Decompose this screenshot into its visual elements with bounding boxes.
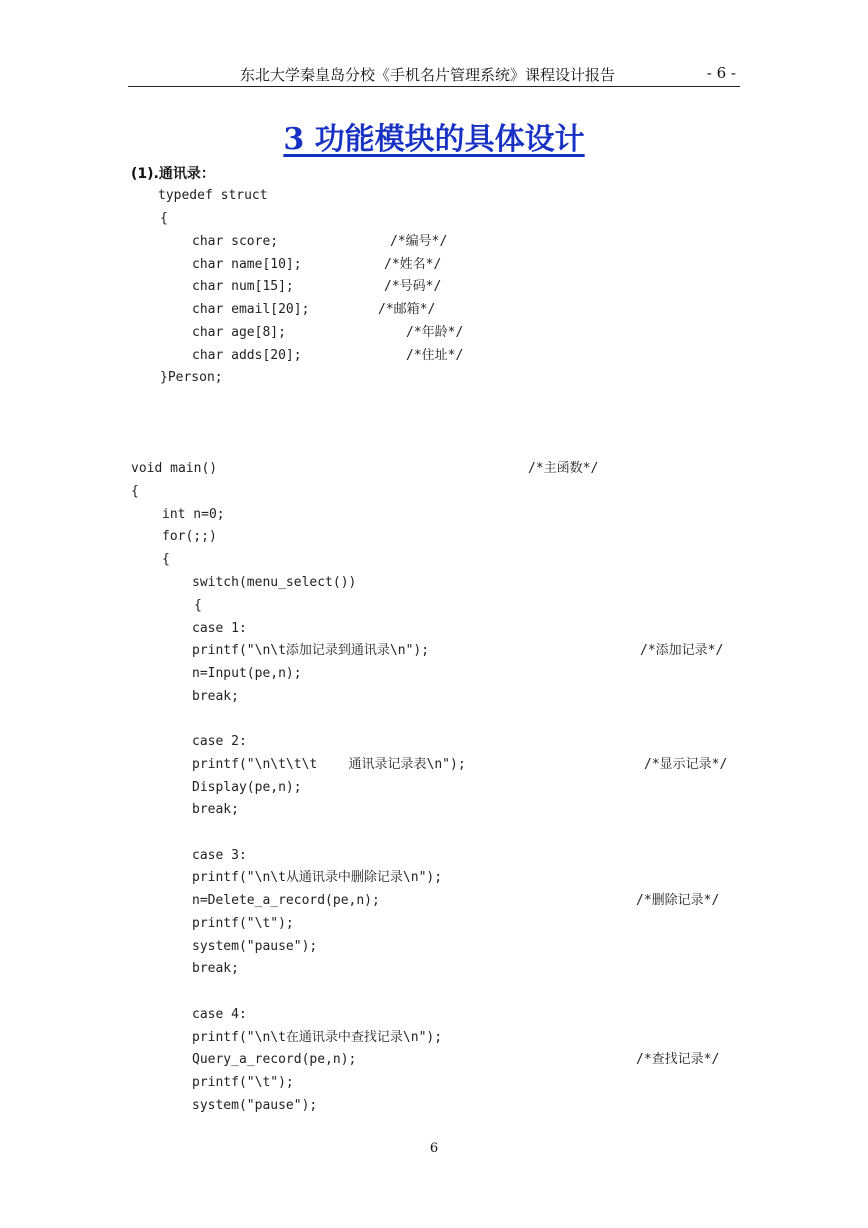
code-line: n=Delete_a_record(pe,n); [192, 893, 380, 908]
code-line: { [162, 552, 170, 567]
code-line: system("pause"); [192, 939, 318, 954]
code-comment: /*姓名*/ [384, 257, 442, 272]
code-line: Display(pe,n); [192, 780, 302, 795]
footer-page-number: 6 [429, 1141, 439, 1156]
header-page-number: - 6 - [706, 64, 736, 82]
code-line: printf("\n\t添加记录到通讯录\n"); [192, 643, 430, 658]
code-line: break; [192, 689, 239, 704]
code-comment: /*编号*/ [390, 234, 448, 249]
code-line: case 3: [192, 848, 247, 863]
code-line: printf("\t"); [192, 1075, 294, 1090]
code-line: char score; [192, 234, 279, 249]
code-line: char num[15]; [192, 279, 294, 294]
code-line: Query_a_record(pe,n); [192, 1052, 357, 1067]
code-line: { [131, 484, 139, 499]
code-line: system("pause"); [192, 1098, 318, 1113]
code-line: case 2: [192, 734, 247, 749]
code-line: int n=0; [162, 507, 225, 522]
code-line: }Person; [160, 370, 223, 385]
code-comment: /*邮箱*/ [378, 302, 436, 317]
code-comment: /*查找记录*/ [636, 1052, 720, 1067]
page-header [128, 62, 740, 87]
code-line: { [194, 598, 202, 613]
code-line: { [160, 211, 168, 226]
code-comment: /*显示记录*/ [644, 757, 728, 772]
code-comment: /*年龄*/ [406, 325, 464, 340]
code-line: char email[20]; [192, 302, 310, 317]
code-line: printf("\n\t在通讯录中查找记录\n"); [192, 1030, 443, 1045]
code-comment: /*添加记录*/ [640, 643, 724, 658]
chapter-title: 3 功能模块的具体设计 [283, 122, 585, 157]
code-line: for(;;) [162, 529, 217, 544]
code-line: printf("\n\t从通讯录中删除记录\n"); [192, 870, 443, 885]
code-line: case 1: [192, 621, 247, 636]
code-line: printf("\n\t\t\t 通讯录记录表\n"); [192, 757, 466, 772]
code-comment: /*号码*/ [384, 279, 442, 294]
code-line: typedef struct [158, 188, 268, 203]
code-comment: /*主函数*/ [528, 461, 599, 476]
code-line: switch(menu_select()) [192, 575, 357, 590]
header-title: 东北大学秦皇岛分校《手机名片管理系统》课程设计报告 [240, 66, 616, 84]
code-line: char age[8]; [192, 325, 286, 340]
code-line: printf("\t"); [192, 916, 294, 931]
code-line: char adds[20]; [192, 348, 302, 363]
code-line: case 4: [192, 1007, 247, 1022]
code-line: break; [192, 802, 239, 817]
code-line: char name[10]; [192, 257, 302, 272]
code-line: break; [192, 961, 239, 976]
code-line: void main() [131, 461, 218, 476]
code-comment: /*住址*/ [406, 348, 464, 363]
code-line: n=Input(pe,n); [192, 666, 302, 681]
section-title: (1).通讯录： [131, 166, 215, 182]
code-comment: /*删除记录*/ [636, 893, 720, 908]
